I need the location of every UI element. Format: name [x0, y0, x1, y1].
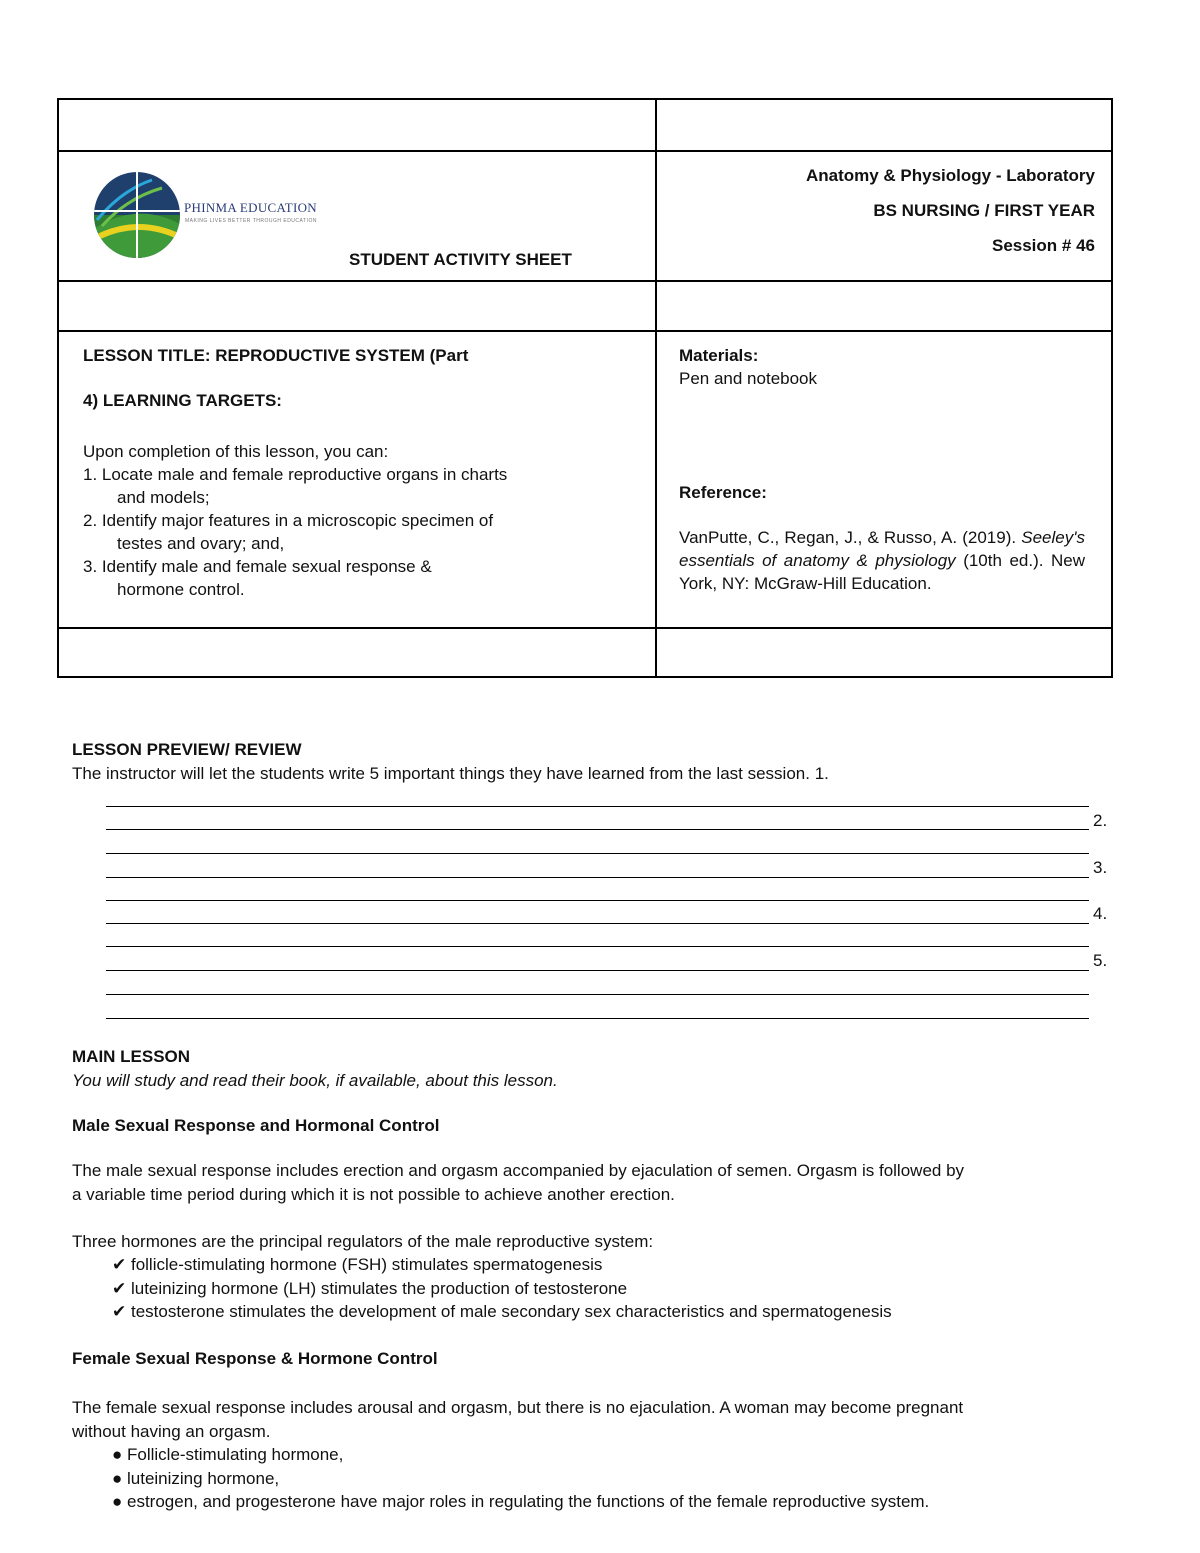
reference-citation: [679, 526, 1085, 595]
targets-intro: Upon completion of this lesson, you can:: [83, 442, 389, 461]
lesson-title: LESSON TITLE: REPRODUCTIVE SYSTEM (Part: [83, 346, 469, 365]
table-divider: [655, 100, 657, 676]
answer-number: 5.: [1093, 951, 1108, 970]
answer-line[interactable]: [106, 923, 1089, 924]
reference-label: Reference:: [679, 483, 767, 502]
reference-authors: VanPutte, C., Regan, J., & Russo, A. (2019).: [679, 528, 1017, 547]
male-section-heading: Male Sexual Response and Hormonal Control: [72, 1116, 440, 1135]
answer-line[interactable]: [106, 946, 1089, 947]
table-divider: [59, 627, 1111, 629]
materials-label: Materials:: [679, 346, 759, 365]
main-lesson-heading: MAIN LESSON: [72, 1047, 191, 1066]
male-paragraph-line: The male sexual response includes erection and orgasm accompanied by ejaculation of semen. Orgasm is followed by: [72, 1161, 965, 1180]
female-hormone-list: [112, 1443, 929, 1514]
answer-number: 4.: [1093, 904, 1108, 923]
org-name: PHINMA EDUCATION: [184, 200, 317, 215]
answer-line[interactable]: [106, 1018, 1089, 1019]
target-item: 2. Identify major features in a microscopic specimen of: [83, 511, 494, 530]
materials-cell: [679, 344, 1085, 595]
target-item: 1. Locate male and female reproductive organs in charts: [83, 465, 508, 484]
org-tagline: MAKING LIVES BETTER THROUGH EDUCATION: [185, 218, 317, 224]
answer-line[interactable]: [106, 853, 1089, 854]
list-item: ● Follicle-stimulating hormone,: [112, 1445, 344, 1464]
answer-line[interactable]: [106, 829, 1089, 830]
male-paragraph-line: a variable time period during which it is not possible to achieve another erection.: [72, 1185, 675, 1204]
female-paragraph-line: The female sexual response includes arousal and orgasm, but there is no ejaculation. A woman may become pregnant: [72, 1398, 964, 1417]
female-section-heading: Female Sexual Response & Hormone Control: [72, 1349, 438, 1368]
table-divider: [59, 150, 1111, 152]
list-item: ✔ follicle-stimulating hormone (FSH) stimulates spermatogenesis: [112, 1255, 603, 1274]
male-hormones-intro: Three hormones are the principal regulators of the male reproductive system:: [72, 1232, 654, 1251]
preview-instructions: The instructor will let the students write 5 important things they have learned from the last session. 1.: [72, 764, 829, 783]
table-divider: [59, 280, 1111, 282]
target-item: 3. Identify male and female sexual response &: [83, 557, 432, 576]
answer-line[interactable]: [106, 970, 1089, 971]
answer-line[interactable]: [106, 806, 1089, 807]
list-item: ● luteinizing hormone,: [112, 1468, 280, 1488]
list-item: ✔ testosterone stimulates the development of male secondary sex characteristics and spermatogenesis: [112, 1302, 892, 1321]
course-title: Anatomy & Physiology - Laboratory: [805, 166, 1095, 185]
learning-targets-heading: 4) LEARNING TARGETS:: [83, 391, 282, 410]
materials-value: Pen and notebook: [679, 369, 818, 388]
target-item-cont: and models;: [117, 488, 210, 507]
reference-book-title: Seeley's essentials of anatomy & physiology: [679, 528, 1085, 570]
answer-number: 2.: [1093, 811, 1108, 830]
target-item-cont: testes and ovary; and,: [117, 534, 285, 553]
lesson-cell: [83, 344, 593, 601]
preview-heading: LESSON PREVIEW/ REVIEW: [72, 740, 302, 759]
sheet-title: STUDENT ACTIVITY SHEET: [349, 250, 572, 269]
program-label: BS NURSING / FIRST YEAR: [873, 201, 1095, 220]
table-divider: [59, 330, 1111, 332]
reference-publisher: (10th ed.). New York, NY: McGraw-Hill Education.: [679, 551, 1085, 593]
list-item: ● estrogen, and progesterone have major roles in regulating the functions of the female reproductive system.: [112, 1492, 930, 1511]
header-table: [57, 98, 1113, 678]
target-item-cont: hormone control.: [117, 580, 245, 599]
phinma-logo: [92, 170, 182, 260]
answer-line[interactable]: [106, 877, 1089, 878]
session-number: Session # 46: [991, 236, 1095, 255]
answer-line[interactable]: [106, 994, 1089, 995]
main-lesson-intro: You will study and read their book, if available, about this lesson.: [72, 1071, 558, 1090]
female-paragraph-line: without having an orgasm.: [72, 1422, 271, 1441]
male-hormone-list: [112, 1253, 892, 1324]
list-item: ✔ luteinizing hormone (LH) stimulates the production of testosterone: [112, 1278, 628, 1298]
answer-line[interactable]: [106, 900, 1089, 901]
answer-number: 3.: [1093, 858, 1108, 877]
